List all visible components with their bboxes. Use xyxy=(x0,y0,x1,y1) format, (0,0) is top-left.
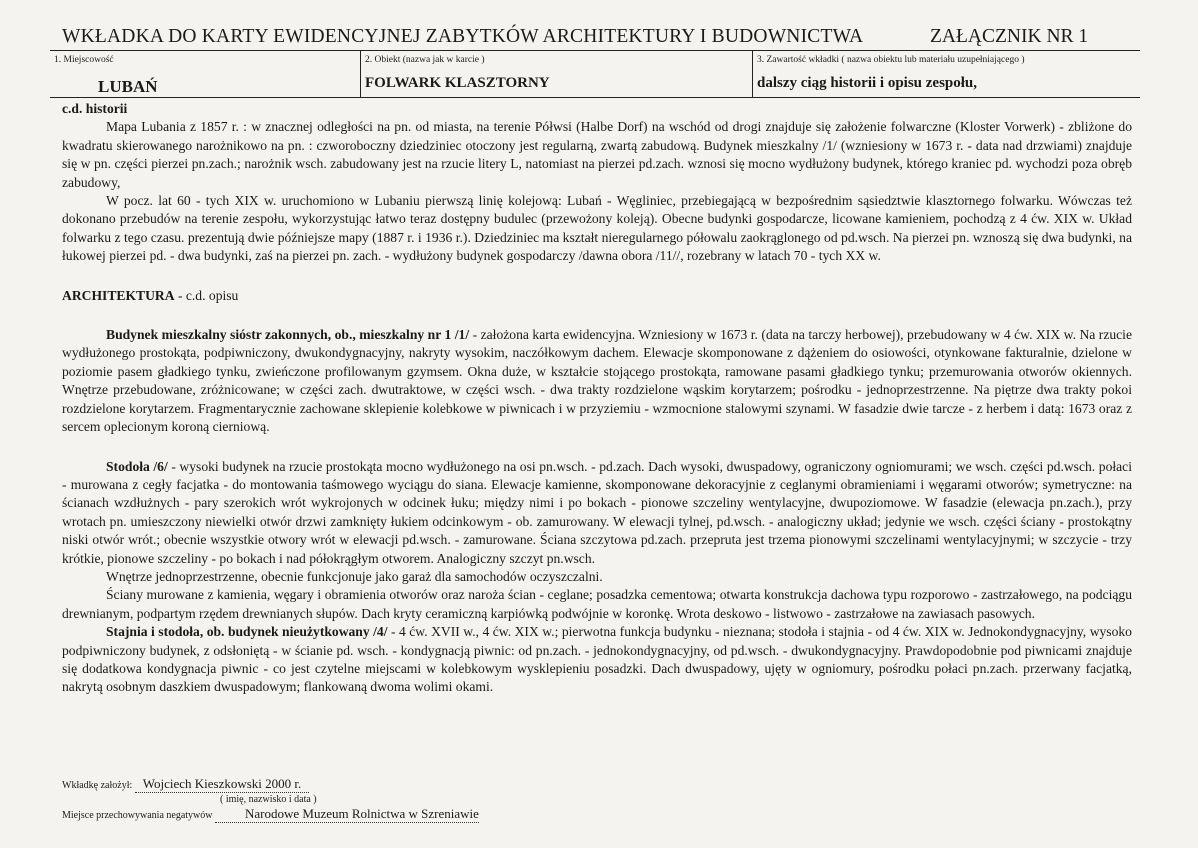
history-paragraph: W pocz. lat 60 - tych XIX w. uruchomiono w Lubaniu pierwszą linię kolejową: Lubań - Węgliniec, przebiegającą w bezpośrednim sąsiedztwie klasztornego folwarku. Wówczas też dokonano przebudów na terenie zespołu, wykorzystując łatwo teraz dostępny budulec (przewożony koleją). Obecne budynki gospodarcze, licowane kamieniem, pochodzą z 4 ćw. XIX w. Układ folwarku z tego czasu. prezentują dwie późniejsze mapy (1887 r. i 1936 r.). Dziedziniec ma kształt nieregularnego półowalu zaokrąglonego od pd.wsch. Na pierzei pn. wznoszą się dwa budynki, na łukowej pierzei pd. - dwa budynki, zaś na pierzei pn. zach. - wydłużony budynek gospodarczy /dawna obora /11//, rozebrany w latach 70 - tych XX w. xyxy=(62,193,1132,264)
annex-number: ZAŁĄCZNIK NR 1 xyxy=(930,26,1089,47)
document-body xyxy=(62,100,1132,697)
field-content-label: 3. Zawartość wkładki ( nazwa obiektu lub materiału uzupełniającego ) xyxy=(757,55,1025,65)
document-title: WKŁADKA DO KARTY EWIDENCYJNEJ ZABYTKÓW ARCHITEKTURY I BUDOWNICTWA xyxy=(62,26,864,47)
field-object xyxy=(360,51,753,97)
building-text: - założona karta ewidencyjna. Wzniesiony w 1673 r. (data na tarczy herbowej), przebudowany w 4 ćw. XIX w. Na rzucie wydłużonego prostokąta, podpiwniczony, dwukondygnacyjny, nakryty wysokim, naczółkowym dachem. Elewacje skomponowane z dążeniem do osiowości, otynkowane fakturalnie, dzielone w poziomie pasem gładkiego tynku, zwieńczone profilowanym gzymsem. Okna duże, w kształcie stojącego prostokąta, ramowane pasami gładkiego tynku; przemurowania otworów okiennych. Wnętrze przebudowane, zróżnicowane; w części zach. dwutraktowe, w części wsch. - dwa trakty rozdzielone wąskim korytarzem; pośrodku - jednoprzestrzenne. Na piętrze dwa trakty pokoi rozdzielone korytarzem. Fragmentarycznie zachowane sklepienie kolebkowe w piwnicach i w przyziemiu - wzmocnione stalowymi szynami. W fasadzie dwie tarcze - z herbem i datą: 1673 oraz z sercem oplecionym koroną cierniową. xyxy=(62,327,1132,435)
field-locality-value: LUBAŃ xyxy=(98,77,158,96)
author-value: Wojciech Kieszkowski 2000 r. xyxy=(135,776,310,793)
building-text: - 4 ćw. XVII w., 4 ćw. XIX w.; pierwotna funkcja budynku - nieznana; stodoła i stajnia - od 4 ćw. XIX w. Jednokondygnacyjny, wysoko podpiwniczony budynek, z odsłoniętą - w ścianie pd. wsch. - kondygnacją piwnic: od pn.zach. - jednokondygnacyjny, od pd.wsch. - dwukondygnacyjny. Prawdopodobnie pod piwnicami znajduje się dodatkowa kondygnacja piwnic - co jest czytelne miejscami w kolebkowym wysklepieniu posadzki. Dach dwuspadowy, ujęty w ogniomury, pośrodku połaci pn.zach. przerwany facjatką, nakrytą osobnym daszkiem dwuspadowym; flankowaną dwoma wolimi okami. xyxy=(62,624,1132,695)
building-paragraph: Wnętrze jednoprzestrzenne, obecnie funkcjonuje jako garaż dla samochodów oczyszczalni. xyxy=(106,568,603,584)
field-object-label: 2. Obiekt (nazwa jak w karcie ) xyxy=(365,55,485,65)
footer-author xyxy=(62,776,309,793)
building-title: Stajnia i stodoła, ob. budynek nieużytkowany /4/ xyxy=(106,624,388,640)
building-title: Stodoła /6/ xyxy=(106,458,168,474)
building-description xyxy=(62,458,1132,568)
building-title: Budynek mieszkalny sióstr zakonnych, ob., mieszkalny nr 1 /1/ xyxy=(106,327,470,343)
storage-label: Miejsce przechowywania negatywów xyxy=(62,810,213,821)
field-object-value: FOLWARK KLASZTORNY xyxy=(365,75,550,91)
building-description xyxy=(62,623,1132,697)
author-label: Wkładkę założył: xyxy=(62,780,133,791)
building-paragraph: Ściany murowane z kamienia, węgary i obramienia otworów oraz naroża ścian - ceglane; posadzka cementowa; otwarta konstrukcja dachowa typu rozporowo - zastrzałowego, na podciągu drewnianym, podpartym rzędem drewnianych słupów. Dach kryty ceramiczną karpiówką podwójnie w koronkę. Wrota deskowo - listwowo - zastrzałowe na zawiasach pasowych. xyxy=(62,587,1132,621)
storage-value: Narodowe Muzeum Rolnictwa w Szreniawie xyxy=(215,806,479,823)
architecture-heading-bold: ARCHITEKTURA xyxy=(62,287,175,303)
building-description xyxy=(62,326,1132,436)
field-content-value: dalszy ciąg historii i opisu zespołu, xyxy=(757,75,978,91)
architecture-heading xyxy=(62,287,1132,305)
history-paragraph: Mapa Lubania z 1857 r. : w znacznej odległości na pn. od miasta, na terenie Półwsi (Halbe Dorf) na wschód od drogi znajduje się założenie folwarczne (Kloster Vorwerk) - zbliżone do kwadratu skierowanego narożnikowo na pn. : czworoboczny dziedziniec otoczony jest regularną, zwartą zabudową. Budynek mieszkalny /1/ (wzniesiony w 1673 r. - data nad drzwiami) znajduje się w pn. części pierzei pn.zach.; narożnik wsch. zabudowany jest na rzucie litery L, natomiast na pierzei pd.zach. wznosi się mocno wydłużony budynek, którego kraniec pd. wychodzi poza obręb zabudowy, xyxy=(62,119,1132,190)
history-heading: c.d. historii xyxy=(62,101,128,116)
architecture-heading-rest: - c.d. opisu xyxy=(174,287,239,303)
building-text: - wysoki budynek na rzucie prostokąta mocno wydłużonego na osi pn.wsch. - pd.zach. Dach wysoki, dwuspadowy, ograniczony ogniomurami; we wsch. części pd.wsch. połaci - murowana z cegły facjatka - do montowania taśmowego wyciągu do siana. Elewacje kamienne, skomponowane dekoracyjnie z ceglanymi obramieniami i węgarami otworów; symetryczne: na ścianach wzdłużnych - pary szerokich wrót wykrojonych w odcinek łuku; między nimi i po bokach - pionowe szczeliny wentylacyjne, dwupoziomowe. W fasadzie (elewacja pn.zach.), przy wrotach pn. umieszczony niewielki otwór drzwi zamknięty łukiem odcinkowym - ob. zamurowany. W elewacji tylnej, pd.wsch. - analogiczny układ; jedynie we wsch. części ściany - prostokątny niski otwór wrót.; obecnie wszystkie otwory wrót w elewacji pd.wsch. - zamurowane. Ściana szczytowa pd.zach. przepruta jest trzema pionowymi szczelinami wentylacyjnymi; w szczycie - trzy krótkie, pionowe szczeliny - po bokach i nad półokrągłym otworem. Analogiczny szczyt pn.wsch. xyxy=(62,458,1132,566)
author-sublabel: ( imię, nazwisko i data ) xyxy=(220,794,317,805)
field-content xyxy=(752,51,1141,97)
footer-storage xyxy=(62,806,479,823)
field-locality-label: 1. Miejscowość xyxy=(54,55,114,65)
header-fields xyxy=(50,50,1140,98)
field-locality xyxy=(50,51,360,97)
